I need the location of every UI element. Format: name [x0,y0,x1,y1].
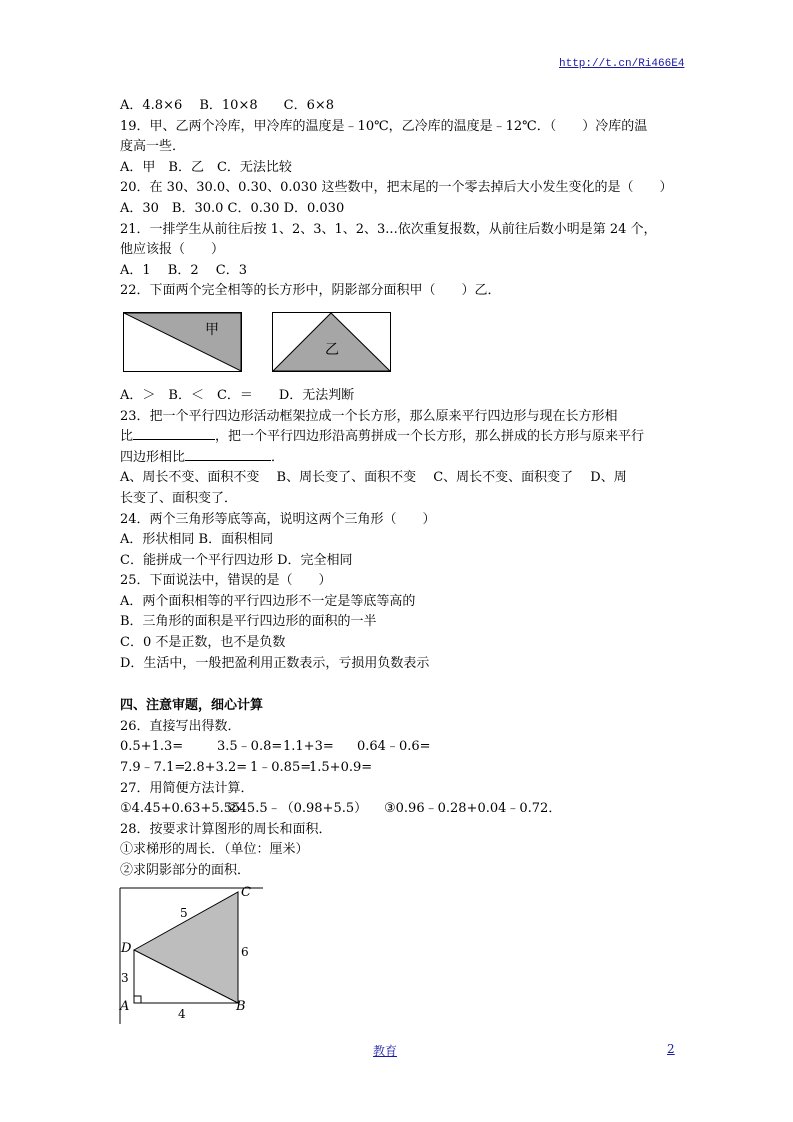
q21-stem-cont: 他应该报（ ） [120,242,225,258]
q18-options: A．4.8×6 B．10×8 C．6×8 [120,98,334,113]
footer-link[interactable]: 教育 [373,1044,398,1058]
answer-blank-2[interactable] [185,448,271,461]
vertex-b: B [236,998,246,1014]
calc-item: 0.64﹣0.6= [357,739,431,755]
q24-options: A．形状相同 B．面积相同 [120,532,274,548]
q28-sub-2: ②求阴影部分的面积． [120,863,251,878]
q23-stem: 23．把一个平行四边形活动框架拉成一个长方形，那么原来平行四边形与现在长方形相 [120,408,618,424]
q25-option-b: B．三角形的面积是平行四边形的面积的一半 [120,614,377,630]
calc-item: ③0.96﹣0.28+0.04﹣0.72． [384,801,562,817]
calc-item: 1.1+3= [283,739,334,755]
calc-item: ①4.45+0.63+5.55 [120,801,241,817]
vertex-a: A [120,998,130,1014]
q25-option-a: A．两个面积相等的平行四边形不一定是等底等高的 [120,593,416,609]
edge-label-da: 3 [121,970,129,985]
q25-option-c: C．0 不是正数，也不是负数 [120,635,286,651]
q23-text: ． [271,449,285,465]
vertex-c: C [241,885,251,900]
q24-options-cont: C．能拼成一个平行四边形 D．完全相同 [120,552,353,568]
q22-rectangles [123,312,403,378]
q28-figure [120,882,690,1022]
q20-options: A．30 B．30.0 C．0.30 D．0.030 [120,200,345,216]
vertex-d: D [121,940,132,956]
trapezoid-figure [118,886,268,1026]
q26-stem: 26．直接写出得数． [120,718,241,734]
calc-item: 1.5+0.9= [309,760,373,776]
q27-items [120,799,690,820]
q25-stem: 25．下面说法中，错误的是（ ） [120,573,332,589]
calc-item: 2.8+3.2= [184,760,248,776]
q19-options: A．甲 B．乙 C．无法比较 [120,159,292,175]
document-body [120,96,690,1022]
q24-stem: 24．两个三角形等底等高，说明这两个三角形（ ） [120,511,436,527]
rect-yi [273,312,391,371]
calc-item: 7.9﹣7.1= [120,760,186,776]
q19-stem: 19．甲、乙两个冷库，甲冷库的温度是﹣10℃，乙冷库的温度是﹣12℃．（ ）冷库的温 [120,118,648,134]
q22-figure [120,302,690,386]
label-yi: 乙 [325,341,339,358]
q23-stem-cont [120,427,690,448]
calc-item: 1﹣0.85= [250,760,312,776]
q28-sub-1: ①求梯形的周长．（单位：厘米） [120,842,309,858]
answer-blank-1[interactable] [133,427,215,440]
q28-stem: 28．按要求计算图形的周长和面积． [120,821,332,837]
edge-label-dc: 5 [180,905,188,920]
right-angle-mark [134,996,141,1003]
page-number[interactable]: 2 [667,1042,675,1056]
q25-option-d: D．生活中，一般把盈利用正数表示，亏损用负数表示 [120,655,430,671]
q26-row-1 [120,737,690,758]
q22-stem: 22．下面两个完全相等的长方形中，阴影部分面积甲（ ）乙． [120,283,501,299]
label-jia: 甲 [205,321,219,338]
q21-stem: 21．一排学生从前往后按 1、2、3、1、2、3...依次重复报数，从前往后数小明是第 24 个， [120,221,657,237]
q23-text: 四边形相比 [120,449,186,465]
q20-stem: 20．在 30、30.0、0.30、0.030 这些数中，把末尾的一个零去掉后大小发生变化的是（ ） [120,180,673,196]
q19-stem-cont: 度高一些． [120,139,186,155]
q27-stem: 27．用简便方法计算． [120,780,254,796]
section-title: 四、注意审题，细心计算 [120,698,264,714]
calc-item: 0.5+1.3= [120,739,184,755]
edge-label-ab: 4 [178,1006,186,1021]
rect-jia [124,312,242,371]
q23-text: 比 [120,429,134,445]
header-link[interactable]: http://t.cn/Ri466E4 [559,58,685,70]
calc-item: 3.5﹣0.8= [217,739,283,755]
q23-options-cont: 长变了、面积变了． [120,490,238,506]
q21-options: A．1 B．2 C．3 [120,262,247,278]
edge-label-cb: 6 [241,944,249,959]
q23-text: ，把一个平行四边形沿高剪拼成一个长方形，那么拼成的长方形与原来平行 [215,429,645,445]
calc-item: ②45.5﹣（0.98+5.5） [227,801,368,817]
q22-options: A．＞ B．＜ C．＝ D．无法判断 [120,387,355,403]
q23-options: A、周长不变、面积不变 B、周长变了、面积不变 C、周长不变、面积变了 D、周 [120,470,627,486]
q26-row-2 [120,758,690,779]
q23-stem-cont2 [120,448,690,469]
